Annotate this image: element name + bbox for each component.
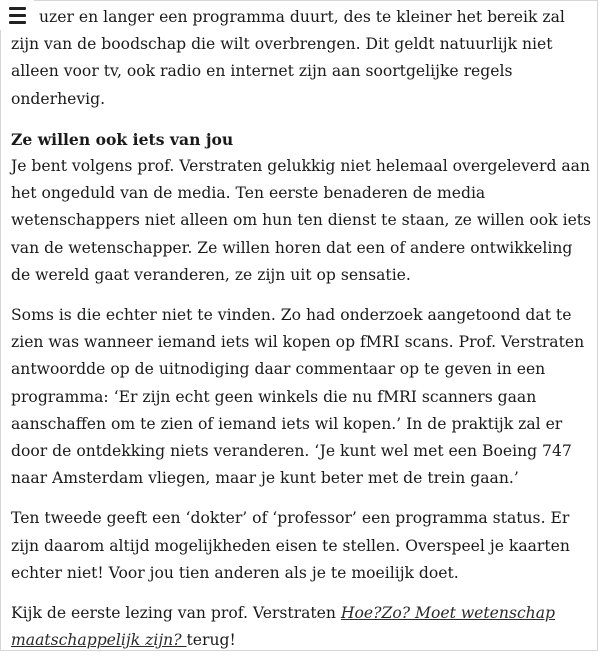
section-paragraph: Je bent volgens prof. Verstraten gelukkig niet helemaal overgeleverd aan het ongeduld van de media. Ten eerste benaderen de media wetenschappers niet alleen om hun ten dienst te staan, ze willen ook iets van de wetenschapper. Ze willen horen dat een of andere ontwikkeling de wereld gaat veranderen, ze zijn uit op sensatie. [11, 157, 592, 284]
menu-bar-bottom [9, 21, 26, 24]
menu-bar-middle [9, 14, 26, 17]
menu-bar-top [9, 7, 26, 10]
closing-text: Kijk de eerste lezing van prof. Verstraten [11, 604, 341, 623]
paragraph-fmri: Soms is die echter niet te vinden. Zo had onderzoek aangetoond dat te zien was wanneer iemand iets wil kopen op fMRI scans. Prof. Verstraten antwoordde op de uitnodiging daar commentaar op te geven in een programma: ‘Er zijn echt geen winkels die nu fMRI scanners gaan aanschaffen om te zien of iemand iets wil kopen.’ In de praktijk zal er door de ontdekking niets veranderen. ‘Je kunt wel met een Boeing 747 naar Amsterdam vliegen, maar je kunt beter met de trein gaan.’ [11, 306, 585, 488]
paragraph-status: Ten tweede geeft een ‘dokter’ of ‘professor’ een programma status. Er zijn daarom altijd mogelijkheden eisen te stellen. Overspeel je kaarten echter niet! Voor jou tien anderen als je te moeilijk doet. [11, 509, 570, 582]
article-body [11, 4, 593, 667]
hamburger-menu-icon[interactable] [0, 0, 34, 30]
closing-paragraph [11, 600, 593, 654]
intro-paragraph [11, 4, 593, 113]
section-heading: Ze willen ook iets van jou [11, 129, 234, 149]
closing-end: terug! [186, 631, 236, 650]
intro-text: uzer en langer een programma duurt, des te kleiner het bereik zal zijn van de boodschap die wilt overbrengen. Dit geldt natuurlijk niet alleen voor tv, ook radio en internet zijn aan soortgelijke regels onderhevig. [11, 8, 565, 108]
lecture-link[interactable]: Hoe?Zo? Moet wetenschap maatschappelijk zijn? [11, 604, 556, 650]
section-block [11, 126, 593, 289]
